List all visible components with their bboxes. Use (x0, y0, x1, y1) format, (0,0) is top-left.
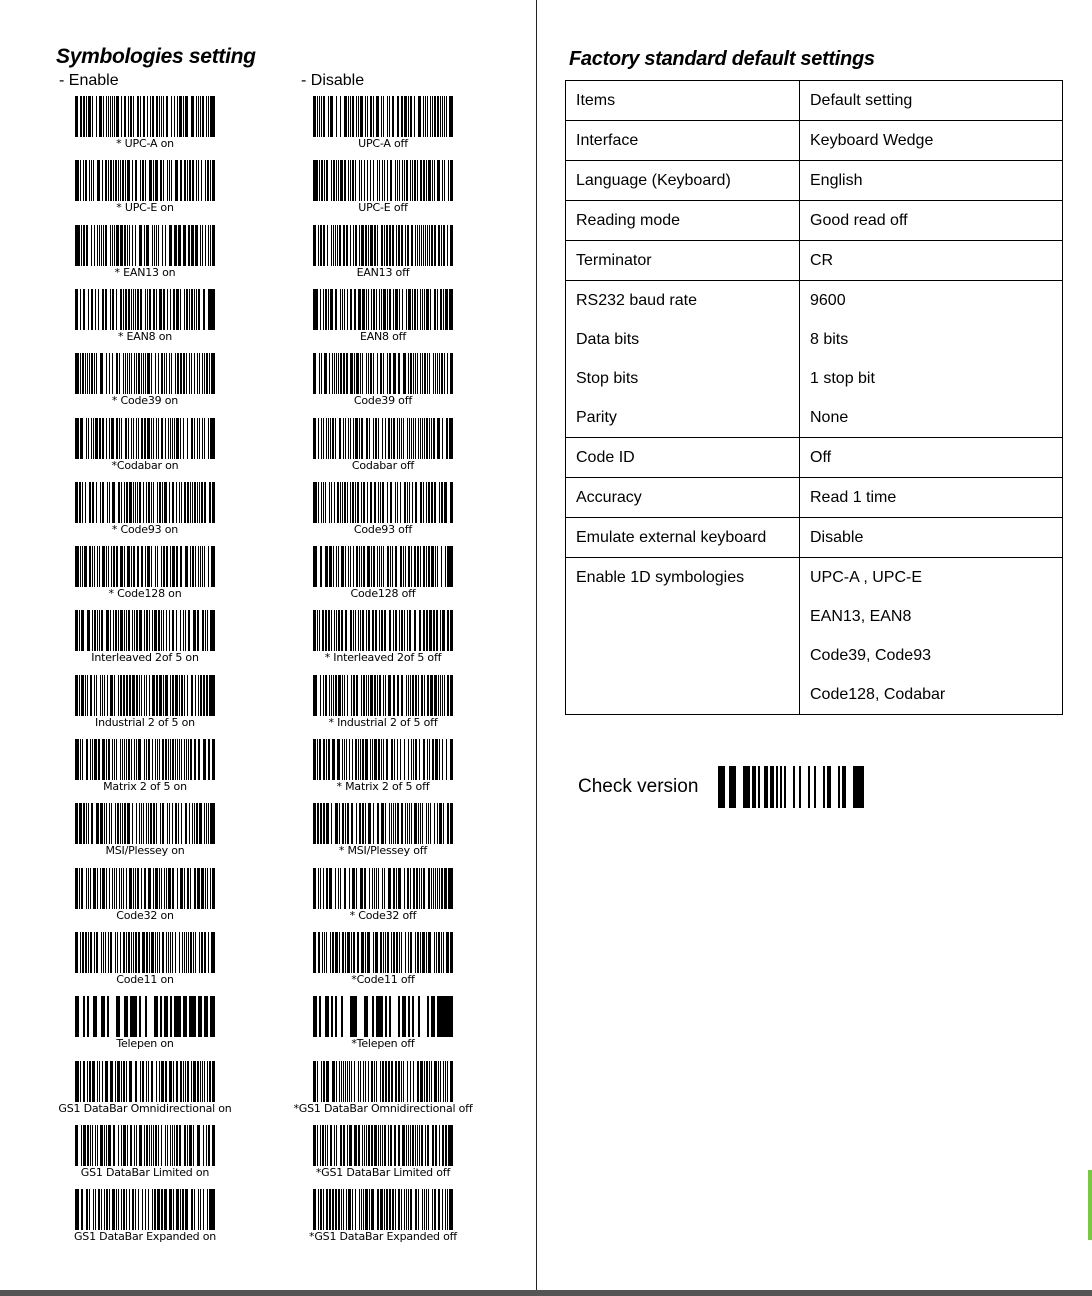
barcode-bars (313, 418, 453, 459)
barcode-bars (313, 739, 453, 780)
barcode-bars (313, 868, 453, 909)
barcode-bars (313, 996, 453, 1037)
disable-barcode-12[interactable] (283, 868, 483, 932)
enable-barcode-label: Code32 on (116, 908, 174, 922)
setting-value: Read 1 time (810, 489, 897, 506)
setting-value-cell (800, 241, 1063, 281)
disable-barcode-label: Codabar off (351, 458, 415, 472)
setting-value-cell (800, 81, 1063, 121)
barcode-bars (75, 1125, 215, 1166)
setting-item: Items (576, 92, 616, 109)
disable-barcode-9[interactable] (283, 675, 483, 739)
enable-barcode-11[interactable] (45, 803, 245, 867)
barcode-bars (75, 418, 215, 459)
disable-barcode-17[interactable] (283, 1189, 483, 1253)
barcode-bars (313, 803, 453, 844)
disable-barcode-label: *GS1 DataBar Omnidirectional off (293, 1101, 473, 1115)
setting-item-cell (566, 558, 800, 715)
disable-barcode-0[interactable] (283, 96, 483, 160)
barcode-bars (313, 1061, 453, 1102)
disable-barcode-10[interactable] (283, 739, 483, 803)
factory-defaults-title: Factory standard default settings (569, 48, 875, 70)
page-edge-mark (1088, 1170, 1092, 1240)
setting-value: EAN13, EAN8 (810, 608, 912, 625)
enable-barcode-10[interactable] (45, 739, 245, 803)
setting-item-cell (566, 518, 800, 558)
disable-barcode-label: * Industrial 2 of 5 off (328, 715, 438, 729)
disable-barcode-6[interactable] (283, 482, 483, 546)
disable-barcode-14[interactable] (283, 996, 483, 1060)
check-version-label: Check version (578, 776, 699, 797)
disable-barcode-label: * MSI/Plessey off (338, 844, 428, 858)
disable-barcode-label: *Code11 off (351, 972, 415, 986)
barcode-bars (313, 160, 453, 201)
setting-value-cell (800, 161, 1063, 201)
enable-barcode-0[interactable] (45, 96, 245, 160)
barcode-bars (75, 160, 215, 201)
factory-defaults-table (565, 80, 1063, 715)
setting-value-cell (800, 438, 1063, 478)
barcode-bars (75, 1061, 215, 1102)
disable-barcode-label: UPC-E off (358, 201, 408, 215)
barcode-bars (75, 1189, 215, 1230)
disable-barcode-label: Code39 off (353, 394, 413, 408)
disable-barcode-7[interactable] (283, 546, 483, 610)
enable-barcode-label: Matrix 2 of 5 on (103, 780, 187, 793)
disable-barcode-label: * Interleaved 2of 5 off (324, 651, 442, 665)
enable-barcode-label: * UPC-A on (116, 137, 174, 150)
barcode-bars (75, 610, 215, 651)
setting-value: UPC-A , UPC-E (810, 569, 923, 586)
disable-barcode-label: EAN13 off (356, 265, 410, 279)
barcode-bars (313, 932, 453, 973)
setting-item-cell (566, 81, 800, 121)
enable-barcode-6[interactable] (45, 482, 245, 546)
disable-barcode-label: *GS1 DataBar Limited off (315, 1165, 451, 1179)
enable-barcode-label: *Codabar on (111, 458, 179, 472)
barcode-bars (313, 353, 453, 394)
setting-value: Off (810, 449, 832, 466)
defaults-row (566, 438, 1063, 478)
barcode-bars (313, 675, 453, 716)
enable-barcode-13[interactable] (45, 932, 245, 996)
setting-item-cell (566, 121, 800, 161)
enable-barcode-label: Code11 on (116, 972, 174, 986)
setting-item-cell (566, 281, 800, 438)
setting-value: Good read off (810, 212, 908, 229)
barcode-bars (75, 996, 215, 1037)
setting-value: 9600 (810, 292, 846, 309)
barcode-bars (313, 1189, 453, 1230)
enable-barcode-label: * Code128 on (108, 587, 182, 601)
enable-barcode-label: MSI/Plessey on (105, 844, 185, 858)
setting-value: Code39, Code93 (810, 647, 931, 664)
setting-value-cell (800, 518, 1063, 558)
disable-barcode-label: EAN8 off (359, 329, 407, 343)
enable-barcode-label: * Code39 on (111, 394, 179, 408)
enable-barcode-15[interactable] (45, 1061, 245, 1125)
barcode-bars (75, 225, 215, 266)
enable-barcode-9[interactable] (45, 675, 245, 739)
setting-value: 8 bits (810, 331, 849, 348)
defaults-row (566, 241, 1063, 281)
setting-item: Data bits (576, 331, 640, 348)
disable-barcode-1[interactable] (283, 160, 483, 224)
defaults-row (566, 518, 1063, 558)
disable-barcode-5[interactable] (283, 418, 483, 482)
barcode-bars (313, 610, 453, 651)
disable-barcode-11[interactable] (283, 803, 483, 867)
setting-value-cell (800, 558, 1063, 715)
enable-barcode-label: * EAN8 on (117, 329, 173, 343)
setting-item: Stop bits (576, 370, 639, 387)
barcode-bars (75, 868, 215, 909)
setting-value-cell (800, 281, 1063, 438)
enable-barcode-label: * Code93 on (111, 522, 179, 536)
setting-item: Accuracy (576, 489, 642, 506)
barcode-bars (313, 482, 453, 523)
setting-item: Interface (576, 132, 639, 149)
defaults-row (566, 201, 1063, 241)
defaults-row (566, 161, 1063, 201)
setting-value: None (810, 409, 849, 426)
enable-barcode-label: GS1 DataBar Omnidirectional on (58, 1101, 232, 1115)
enable-barcode-label: * EAN13 on (114, 265, 176, 279)
barcode-bars (75, 675, 215, 716)
barcode-bars (75, 289, 215, 330)
enable-barcode-14[interactable] (45, 996, 245, 1060)
enable-barcode-1[interactable] (45, 160, 245, 224)
setting-value: 1 stop bit (810, 370, 875, 387)
defaults-row (566, 121, 1063, 161)
disable-barcode-3[interactable] (283, 289, 483, 353)
setting-item-cell (566, 478, 800, 518)
barcode-bars (75, 482, 215, 523)
enable-barcode-label: GS1 DataBar Expanded on (73, 1230, 217, 1244)
enable-barcode-label: * UPC-E on (116, 201, 174, 215)
setting-item-cell (566, 241, 800, 281)
enable-barcode-label: Interleaved 2of 5 on (91, 651, 199, 665)
setting-item: Code ID (576, 449, 635, 466)
symbologies-title: Symbologies setting (56, 45, 256, 68)
disable-barcode-label: Code128 off (350, 587, 416, 601)
setting-item: Parity (576, 409, 617, 426)
setting-item-cell (566, 161, 800, 201)
enable-barcode-7[interactable] (45, 546, 245, 610)
disable-barcode-2[interactable] (283, 225, 483, 289)
disable-barcode-15[interactable] (283, 1061, 483, 1125)
setting-item: Emulate external keyboard (576, 529, 767, 546)
barcode-bars (75, 96, 215, 137)
disable-barcode-label: Code93 off (353, 522, 413, 536)
setting-item: Reading mode (576, 212, 681, 229)
setting-value: English (810, 172, 863, 189)
check-version-barcode[interactable] (718, 766, 864, 808)
barcode-bars (75, 932, 215, 973)
setting-item-cell (566, 438, 800, 478)
disable-barcode-4[interactable] (283, 353, 483, 417)
defaults-header-row (566, 81, 1063, 121)
setting-value: CR (810, 252, 834, 269)
disable-barcode-13[interactable] (283, 932, 483, 996)
barcode-bars (75, 546, 215, 587)
enable-barcode-label: GS1 DataBar Limited on (80, 1165, 210, 1179)
disable-barcode-8[interactable] (283, 610, 483, 674)
setting-value: Code128, Codabar (810, 686, 946, 703)
disable-barcode-16[interactable] (283, 1125, 483, 1189)
barcode-bars (313, 546, 453, 587)
setting-value-cell (800, 478, 1063, 518)
setting-value-cell (800, 121, 1063, 161)
enable-barcode-2[interactable] (45, 225, 245, 289)
setting-item-cell (566, 201, 800, 241)
enable-barcode-label: Telepen on (116, 1037, 174, 1051)
enable-barcode-4[interactable] (45, 353, 245, 417)
barcode-bars (75, 739, 215, 780)
enable-column-heading: - Enable (59, 72, 119, 89)
barcode-bars (313, 1125, 453, 1166)
setting-item: RS232 baud rate (576, 292, 697, 309)
setting-item: Enable 1D symbologies (576, 569, 745, 586)
disable-barcode-label: *Telepen off (351, 1037, 415, 1051)
disable-column-heading: - Disable (301, 72, 365, 89)
enable-barcode-17[interactable] (45, 1189, 245, 1253)
enable-barcode-3[interactable] (45, 289, 245, 353)
enable-barcode-label: Industrial 2 of 5 on (95, 715, 195, 729)
setting-value: Keyboard Wedge (810, 132, 934, 149)
setting-item: Language (Keyboard) (576, 172, 731, 189)
enable-barcode-8[interactable] (45, 610, 245, 674)
disable-barcode-label: * Code32 off (349, 908, 417, 922)
barcode-bars (313, 289, 453, 330)
barcode-bars (313, 225, 453, 266)
defaults-row (566, 281, 1063, 438)
setting-value: Default setting (810, 92, 913, 109)
barcode-bars (75, 803, 215, 844)
enable-barcode-5[interactable] (45, 418, 245, 482)
enable-barcode-16[interactable] (45, 1125, 245, 1189)
enable-barcode-12[interactable] (45, 868, 245, 932)
setting-item: Terminator (576, 252, 652, 269)
disable-barcode-label: *GS1 DataBar Expanded off (309, 1230, 457, 1244)
defaults-row (566, 558, 1063, 715)
page-divider (536, 0, 537, 1290)
setting-value-cell (800, 201, 1063, 241)
disable-barcode-label: * Matrix 2 of 5 off (336, 780, 430, 793)
bottom-edge-bar (0, 1290, 1092, 1296)
setting-value: Disable (810, 529, 864, 546)
defaults-row (566, 478, 1063, 518)
barcode-bars (75, 353, 215, 394)
disable-barcode-label: UPC-A off (358, 137, 408, 150)
barcode-bars (313, 96, 453, 137)
